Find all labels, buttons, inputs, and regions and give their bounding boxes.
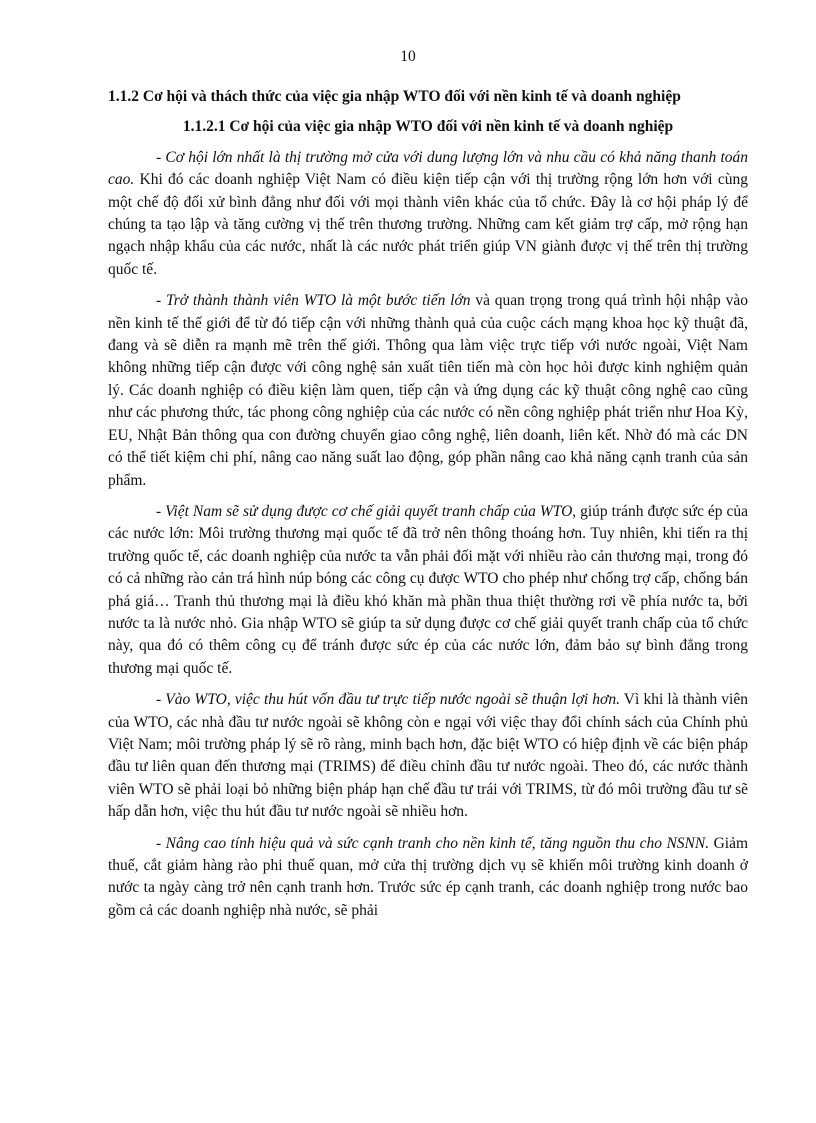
paragraph-lead: - Việt Nam sẽ sử dụng được cơ chế giải quyết tranh chấp của WTO <box>156 502 573 520</box>
paragraph-lead: - Trở thành thành viên WTO là một bước tiến lớn <box>156 292 471 310</box>
paragraph-fdi-attraction <box>108 689 748 823</box>
paragraph-body: Khi đó các doanh nghiệp Việt Nam có điều kiện tiếp cận với thị trường rộng lớn hơn với cùng một chế độ đối xử bình đẳng như đối với mọi thành viên khác của tổ chức. Đây là cơ hội pháp lý để chúng ta tạo lập và tăng cường vị thế trên thương trường. Những cam kết giảm trợ cấp, mở rộng hạn ngạch nhập khẩu của các nước, nhất là các nước phát triển giúp VN giành được vị thế trên thị trường quốc tế. <box>108 171 748 278</box>
paragraph-lead: - Vào WTO, việc thu hút vốn đầu tư trực tiếp nước ngoài sẽ thuận lợi hơn. <box>156 691 620 709</box>
section-heading: 1.1.2 Cơ hội và thách thức của việc gia nhập WTO đối với nền kinh tế và doanh nghiệp <box>108 88 681 105</box>
paragraph-body: , giúp tránh được sức ép của các nước lớn: Môi trường thương mại quốc tế đã trở nên thông thoáng hơn. Tuy nhiên, khi tiến ra thị trường quốc tế, các doanh nghiệp của nước ta vẫn phải đối mặt với nhiều rào cản thương mại, trong đó có cả những rào cản trá hình núp bóng các công cụ được WTO cho phép như chống trợ cấp, chống bán phá giá… Tranh thủ thương mại là điều khó khăn mà phần thua thiệt thường rơi về phía nước ta, bởi nước ta là nước nhỏ. Gia nhập WTO sẽ giúp ta sử dụng được cơ chế giải quyết tranh chấp của tổ chức này, qua đó có thêm công cụ để tránh được sức ép của các nước lớn, đảm bảo sự bình đẳng trong thương mại quốc tế. <box>108 502 748 677</box>
page-number: 10 <box>400 48 416 65</box>
paragraph-dispute-settlement <box>108 501 748 680</box>
paragraph-lead: - Cơ hội lớn nhất là thị trường mở cửa với dung lượng lớn và nhu cầu có khả năng thanh toán cao. <box>108 148 748 189</box>
subsection-heading: 1.1.2.1 Cơ hội của việc gia nhập WTO đối với nền kinh tế và doanh nghiệp <box>182 118 674 136</box>
paragraph-body: Vì khi là thành viên của WTO, các nhà đầu tư nước ngoài sẽ không còn e ngại với việc thay đổi chính sách của Chính phủ Việt Nam; môi trường pháp lý sẽ rõ ràng, minh bạch hơn, đặc biệt WTO có hiệp định về các biện pháp đầu tư liên quan đến thương mại (TRIMS) để điều chỉnh đầu tư nước ngoài. Theo đó, các nước thành viên WTO sẽ phải loại bỏ những biện pháp hạn chế đầu tư trái với TRIMS, từ đó môi trường đầu tư sẽ hấp dẫn hơn, việc thu hút đầu tư nước ngoài sẽ nhiều hơn. <box>108 691 748 821</box>
document-body <box>108 86 748 931</box>
paragraph-wto-membership <box>108 290 748 492</box>
paragraph-market-opportunity <box>108 147 748 281</box>
paragraph-competitiveness <box>108 833 748 923</box>
paragraph-body: Giảm thuế, cắt giảm hàng rào phi thuế quan, mở cửa thị trường dịch vụ sẽ khiến môi trường kinh doanh ở nước ta ngày càng trở nên cạnh tranh hơn. Trước sức ép cạnh tranh, các doanh nghiệp trong nước bao gồm cả các doanh nghiệp nhà nước, sẽ phải <box>108 834 749 919</box>
paragraph-body: và quan trọng trong quá trình hội nhập vào nền kinh tế thế giới để từ đó tiếp cận với những thành quả của cuộc cách mạng khoa học kỹ thuật đã, đang và sẽ diễn ra mạnh mẽ trên thế giới. Thông qua làm việc trực tiếp với nước ngoài, Việt Nam không những tiếp cận được với công nghệ sản xuất tiên tiến mà còn học hỏi được kinh nghiệm quản lý. Các doanh nghiệp có điều kiện làm quen, tiếp cận và ứng dụng các kỹ thuật công nghệ cao cũng như các phương thức, tác phong công nghiệp của các nước có nền công nghiệp phát triển như Hoa Kỳ, EU, Nhật Bản thông qua con đường chuyển giao công nghệ, liên doanh, liên kết. Nhờ đó mà các DN có thể tiết kiệm chi phí, nâng cao năng suất lao động, góp phần nâng cao khả năng cạnh tranh của sản phẩm. <box>108 292 748 489</box>
paragraph-lead: - Nâng cao tính hiệu quả và sức cạnh tranh cho nền kinh tế, tăng nguồn thu cho NSNN. <box>156 834 710 852</box>
